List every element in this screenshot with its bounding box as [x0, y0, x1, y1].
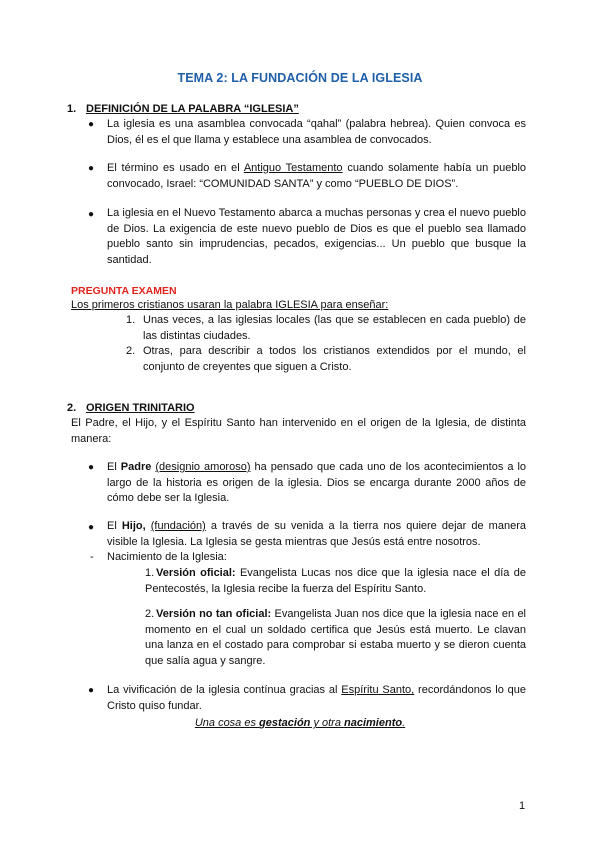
s1-bullet-3: La iglesia en el Nuevo Testamento abarca a muchas personas y crea el nuevo pueblo de Dios. La exigencia de este nuevo pueblo de Dios es que el pueblo sea llamado pueblo santo sin imprudencias, pecados, exigencias... Un pueblo que busque la santidad.	[107, 207, 526, 266]
s2-bullet-padre: El Padre (designio amoroso) ha pensado que cada uno de los acontecimientos a lo largo de la historia es origen de la iglesia. Dios se encarga durante 2000 años de cómo debe ser la Iglesia.	[107, 461, 527, 504]
section-1-number: 1.	[67, 103, 77, 115]
version-1: Versión oficial: Evangelista Lucas nos dice que la iglesia nace el día de Pentecostés, la Iglesia recibe la fuerza del Espíritu Santo.	[145, 567, 526, 595]
dash-marker: -	[90, 551, 94, 563]
s1-bullet-1: La iglesia es una asamblea convocada “qahal” (palabra hebrea). Quien convoca es Dios, él es el que llama y establece una asamblea de convocados.	[107, 118, 526, 146]
s2-bullet-espiritu: La vivificación de la iglesia contínua gracias al Espíritu Santo, recordándonos lo que Cristo quiso fundar.	[107, 684, 527, 712]
final-note: Una cosa es gestación y otra nacimiento.	[194, 717, 406, 729]
page-number: 1	[519, 800, 526, 812]
exam-intro: Los primeros cristianos usaran la palabra IGLESIA para enseñar:	[71, 299, 389, 311]
bullet-icon: ●	[88, 462, 95, 473]
bullet-icon: ●	[88, 522, 95, 533]
bullet-icon: ●	[88, 209, 95, 220]
exam-item-2: Otras, para describir a todos los cristianos extendidos por el mundo, el conjunto de creyentes que siguen a Cristo.	[143, 345, 526, 373]
section-1-heading: DEFINICIÓN DE LA PALABRA “IGLESIA”	[86, 103, 299, 115]
nacimiento-label: Nacimiento de la Iglesia:	[107, 551, 227, 563]
s1-bullet-2: El término es usado en el Antiguo Testamento cuando solamente había un pueblo convocado, Israel: “COMUNIDAD SANTA” y como “PUEBLO DE DIOS”.	[107, 162, 527, 190]
bullet-icon: ●	[88, 119, 95, 130]
section-2-number: 2.	[67, 402, 77, 414]
version-2-number: 2.	[145, 608, 155, 620]
version-1-number: 1.	[145, 567, 155, 579]
exam-item-2-number: 2.	[126, 345, 136, 357]
exam-item-1: Unas veces, a las iglesias locales (las que se establecen en cada pueblo) de las distintas ciudades.	[143, 314, 526, 342]
section-2-heading: ORIGEN TRINITARIO	[86, 402, 195, 414]
exam-item-1-number: 1.	[126, 314, 136, 326]
document-title: TEMA 2: LA FUNDACIÓN DE LA IGLESIA	[177, 71, 423, 85]
s2-intro: El Padre, el Hijo, y el Espíritu Santo han intervenido en el origen de la Iglesia, de distinta manera:	[71, 417, 526, 445]
antiguo-testamento-link: Antiguo Testamento	[243, 162, 343, 174]
bullet-icon: ●	[88, 163, 95, 174]
version-2: Versión no tan oficial: Evangelista Juan nos dice que la iglesia nace en el momento en el cual un soldado certifica que Jesús está muerto. Le clavan una lanza en el costado para comprobar si estaba muerto y se dieron cuenta que salía agua y sangre.	[145, 608, 527, 667]
exam-label: PREGUNTA EXAMEN	[71, 285, 177, 297]
bullet-icon: ●	[88, 685, 95, 696]
s2-bullet-hijo: El Hijo, (fundación) a través de su venida a la tierra nos quiere dejar de manera visible la Iglesia. La Iglesia se gesta mientras que Jesús está entre nosotros.	[107, 520, 526, 548]
